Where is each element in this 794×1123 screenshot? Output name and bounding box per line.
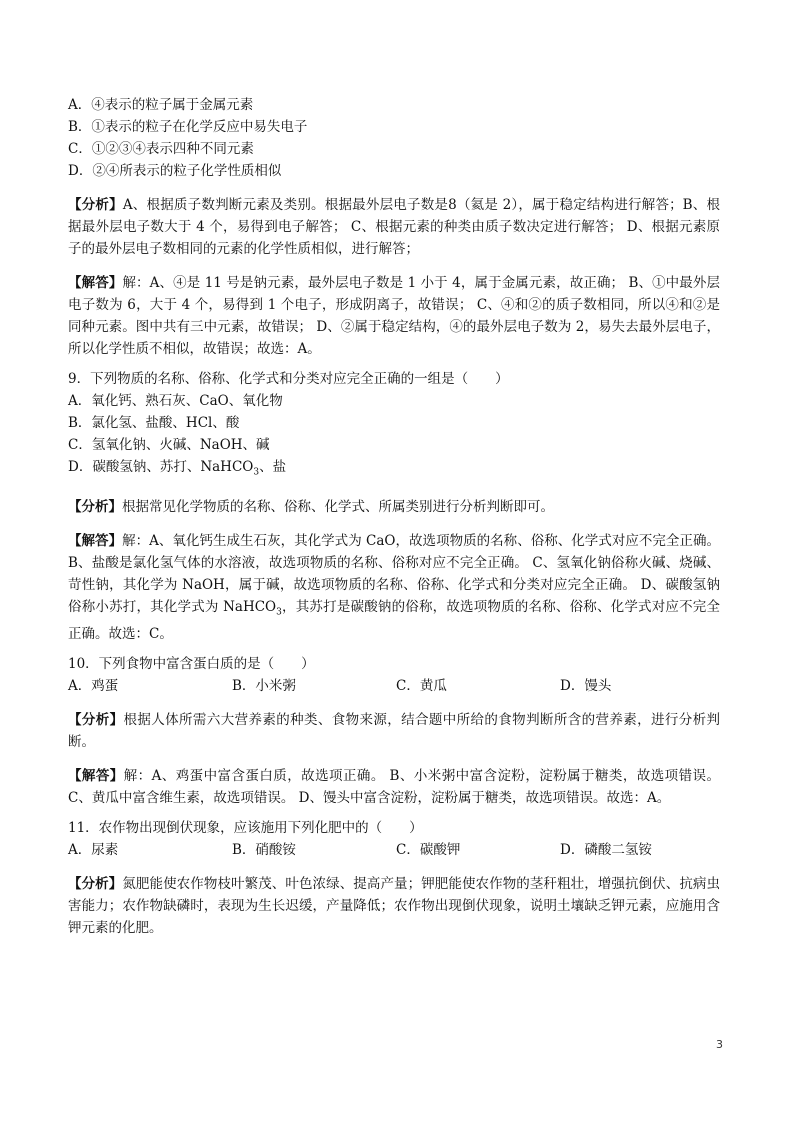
q9-option-d <box>68 456 728 484</box>
analysis-text: A、根据质子数判断元素及类别。根据最外层电子数是8（氦是 2），属于稳定结构进行解答；B、根据最外层电子数大于 4 个，易得到电子解答； C、根据元素的种类由质子数决定进行解答； D、根据元素原子的最外层电子数相同的元素的化学性质相似，进行解答； <box>68 197 720 257</box>
solution-label: 【解答】 <box>68 275 123 291</box>
q10-solution <box>68 765 720 809</box>
q9-stem: 9．下列物质的名称、俗称、化学式和分类对应完全正确的一组是（ ） <box>68 371 509 387</box>
analysis-label: 【分析】 <box>68 197 123 213</box>
q8-option-c: C．①②③④表示四种不同元素 <box>68 141 254 157</box>
analysis-label: 【分析】 <box>68 876 123 893</box>
q9-option-d-subscript: 3 <box>253 467 260 478</box>
q11-option-a: A．尿素 <box>68 842 119 859</box>
q8-solution <box>68 272 720 360</box>
solution-text: 解：A、鸡蛋中富含蛋白质，故选项正确。 B、小米粥中富含淀粉，淀粉属于糖类，故选项错误。 C、黄瓜中富含维生素，故选项错误。 D、馒头中富含淀粉，淀粉属于糖类，故选项错误。故选：A。 <box>68 768 720 807</box>
q8-analysis <box>68 194 720 260</box>
q9-solution <box>68 530 720 646</box>
document-page <box>68 94 728 939</box>
page-number: 3 <box>716 1038 723 1051</box>
analysis-label: 【分析】 <box>68 712 124 729</box>
q11-option-c: C．碳酸钾 <box>396 842 461 859</box>
q10-options <box>68 675 728 697</box>
q8-option-b: B．①表示的粒子在化学反应中易失电子 <box>68 119 308 135</box>
q9-option-a: A．氧化钙、熟石灰、CaO、氧化物 <box>68 393 283 409</box>
analysis-text: 氮肥能使农作物枝叶繁茂、叶色浓绿、提高产量；钾肥能使农作物的茎秆粗壮，增强抗倒伏、抗病虫害能力；农作物缺磷时，表现为生长迟缓，产量降低；农作物出现倒伏现象，说明土壤缺乏钾元素，应施用含钾元素的化肥。 <box>68 876 721 937</box>
q11-analysis <box>68 873 720 939</box>
analysis-label: 【分析】 <box>68 498 122 515</box>
q9-option-c: C．氢氧化钠、火碱、NaOH、碱 <box>68 437 270 453</box>
q10-analysis <box>68 709 720 753</box>
q10-option-c: C．黄瓜 <box>396 678 447 695</box>
solution-label: 【解答】 <box>68 768 124 785</box>
solution-text: 解：A、氧化钙生成生石灰，其化学式为 CaO，故选项物质的名称、俗称、化学式对应不完全正确。 B、盐酸是氯化氢气体的水溶液，故选项物质的名称、俗称对应不完全正确。 C、氢氧化钠俗称火碱、烧碱、苛性钠，其化学为 NaOH，属于碱，故选项物质的名称、俗称、化学式和分类对应完全正确。 D、碳酸氢钠俗称小苏打，其化学式为 NaHCO <box>68 532 720 615</box>
solution-text: 解：A、④是 11 号是钠元素，最外层电子数是 1 小于 4，属于金属元素，故正确； B、①中最外层电子数为 6，大于 4 个，易得到 1 个电子，形成阴离子，故错误； C、④和②的质子数相同，所以④和②是同种元素。图中共有三中元素，故错误； D、②属于稳定结构，④的最外层电子数为 2，易失去最外层电子，所以化学性质不相似，故错误；故选：A。 <box>68 275 721 357</box>
q9-option-d-tail: 、盐 <box>259 459 287 475</box>
solution-text-tail: ，其苏打是碳酸钠的俗称，故选项物质的名称、俗称、化学式对应不完全正确。故选：C。 <box>68 598 720 643</box>
solution-label: 【解答】 <box>68 532 123 549</box>
analysis-text: 根据人体所需六大营养素的种类、食物来源，结合题中所给的食物判断所含的营养素，进行分析判断。 <box>68 712 721 751</box>
q11-options <box>68 839 728 861</box>
q9-option-d-text: D．碳酸氢钠、苏打、NaHCO <box>68 459 254 475</box>
analysis-text: 根据常见化学物质的名称、俗称、化学式、所属类别进行分析判断即可。 <box>122 498 554 515</box>
q9-analysis <box>68 496 720 518</box>
q10-option-a: A．鸡蛋 <box>68 678 119 695</box>
q11-option-b: B．硝酸铵 <box>232 842 296 859</box>
q9-option-b: B．氯化氢、盐酸、HCl、酸 <box>68 415 240 431</box>
q11-option-d: D．磷酸二氢铵 <box>560 842 652 859</box>
q8-option-d: D．②④所表示的粒子化学性质相似 <box>68 163 282 179</box>
q10-option-d: D．馒头 <box>560 678 612 695</box>
q11-stem: 11．农作物出现倒伏现象，应该施用下列化肥中的（ ） <box>68 820 423 837</box>
q10-option-b: B．小米粥 <box>232 678 296 695</box>
q8-option-a: A．④表示的粒子属于金属元素 <box>68 97 254 113</box>
q10-stem: 10．下列食物中富含蛋白质的是（ ） <box>68 656 315 673</box>
solution-subscript: 3 <box>276 607 282 618</box>
